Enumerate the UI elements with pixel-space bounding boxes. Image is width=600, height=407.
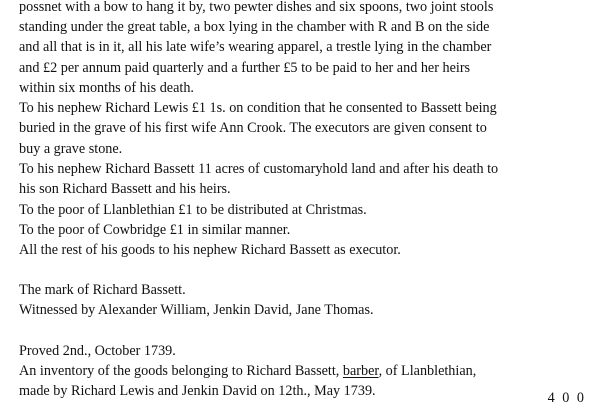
will-text-line: and £2 per annum paid quarterly and a further £5 to be paid to her and her heirs: [19, 60, 471, 76]
probate-date: Proved 2nd., October 1739.: [19, 343, 176, 359]
bequest-poor-cowbridge: To the poor of Cowbridge £1 in similar manner.: [19, 222, 291, 238]
cut-off-amount: 4 0 0: [547, 390, 586, 406]
residue-bequest: All the rest of his goods to his nephew Richard Bassett as executor.: [19, 242, 401, 258]
witnesses-line: Witnessed by Alexander William, Jenkin David, Jane Thomas.: [19, 302, 374, 318]
will-text-line: buried in the grave of his first wife Ann Crook. The executors are given consent to: [19, 120, 487, 136]
will-text-line: possnet with a bow to hang it by, two pewter dishes and six spoons, two joint stools: [19, 0, 494, 15]
will-text-line: standing under the great table, a box lying in the chamber with R and B on the side: [19, 19, 490, 35]
testator-mark: The mark of Richard Bassett.: [19, 282, 186, 298]
will-text-line: To his nephew Richard Bassett 11 acres of customaryhold land and after his death to: [19, 161, 499, 177]
bequest-poor-llanblethian: To the poor of Llanblethian £1 to be distributed at Christmas.: [19, 202, 367, 218]
will-text-line: within six months of his death.: [19, 80, 194, 96]
inventory-heading-line: made by Richard Lewis and Jenkin David on 12th., May 1739.: [19, 383, 376, 399]
inventory-text: , of Llanblethian,: [378, 363, 477, 379]
will-text-line: and all that is in it, all his late wife’s wearing apparel, a trestle lying in the chamber: [19, 39, 492, 55]
underlined-occupation: barber: [342, 363, 379, 379]
will-text-line: To his nephew Richard Lewis £1 1s. on condition that he consented to Bassett being: [19, 100, 497, 116]
inventory-text: An inventory of the goods belonging to Richard Bassett,: [19, 363, 343, 379]
will-text-line: buy a grave stone.: [19, 141, 123, 157]
inventory-heading-line: [19, 361, 476, 381]
will-text-line: his son Richard Bassett and his heirs.: [19, 181, 231, 197]
